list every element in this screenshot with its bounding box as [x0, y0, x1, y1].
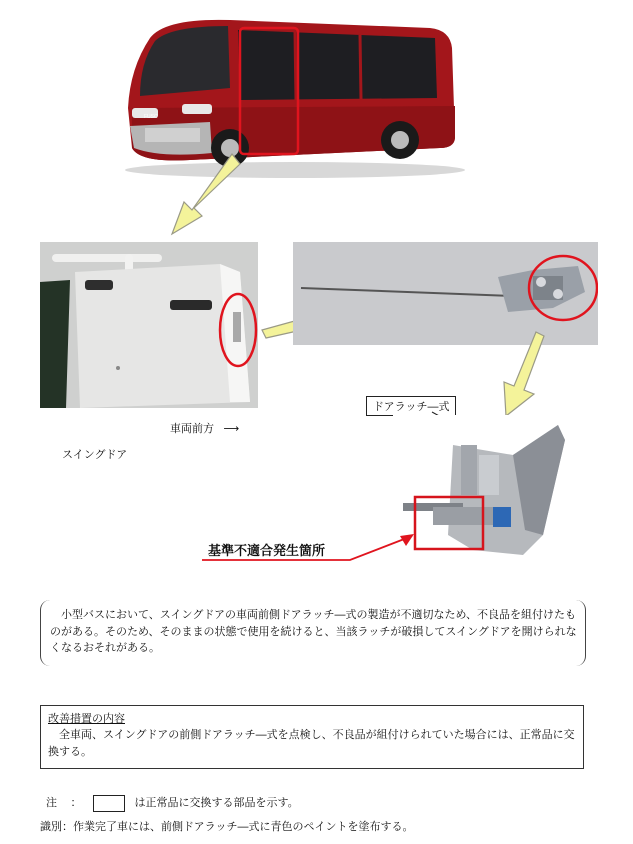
- note-row: [46, 794, 299, 812]
- note-prefix: 注: [46, 796, 57, 809]
- legend-box: [93, 795, 125, 812]
- measures-box: [40, 705, 584, 769]
- swing-door-photo: [40, 242, 258, 408]
- vehicle-front-text: 車両前方: [170, 422, 214, 435]
- front-arrow-icon: ⟶: [223, 422, 240, 435]
- measures-body: 全車両、スイングドアの前側ドアラッチ―式を点検し、不良品が組付けられていた場合には、正常品に交換する。: [48, 728, 575, 758]
- nonconformity-arrow: [200, 526, 420, 566]
- bus-badge: FUSO: [144, 114, 158, 120]
- door-latch-label-text: ドアラッチ―式: [373, 400, 450, 413]
- vehicle-front-label: [170, 420, 239, 436]
- latch-rod-photo: [293, 242, 598, 345]
- note-text: は正常品に交換する部品を示す。: [134, 796, 299, 809]
- identification-note: 識別：作業完了車には、前側ドアラッチ―式に青色のペイントを塗布する。: [40, 820, 414, 833]
- latch-detail-photo: [393, 415, 573, 570]
- nonconformity-label: 基準不適合発生箇所: [208, 544, 326, 559]
- arrow-latch-to-detail: [490, 330, 550, 420]
- description-text: 小型バスにおいて、スイングドアの車両前側ドアラッチ―式の製造が不適切なため、不良品を組付けたものがある。そのため、そのままの状態で使用を続けると、当該ラッチが破損してスイングドアを開けられなくなるおそれがある。: [50, 608, 577, 654]
- measures-title: 改善措置の内容: [48, 712, 125, 725]
- swing-door-label: スイングドア: [62, 448, 128, 461]
- note-colon: ：: [70, 796, 82, 809]
- arrow-bus-to-door: [160, 150, 250, 240]
